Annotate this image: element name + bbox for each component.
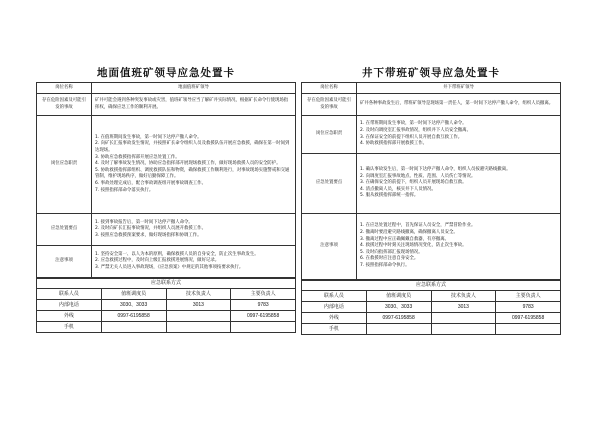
contacts-header: 技术负责人 (431, 291, 496, 302)
contact-cell (431, 313, 496, 324)
notice-label: 注意事项 (37, 246, 92, 278)
contact-cell: 内部电话 (37, 300, 102, 311)
duty-label: 岗位应急职责 (37, 116, 92, 214)
contacts-header: 联系人员 (37, 289, 102, 300)
contact-cell: 内部电话 (302, 302, 367, 313)
contact-cell: 手机 (302, 324, 367, 335)
risk-text: 矿井各种事故发生后，带班矿领导是现场第一责任人，第一时间下达停产撤人命令，组织人员撤离。 (357, 94, 561, 116)
contact-cell: 9783 (496, 302, 561, 313)
notice-list (92, 246, 296, 278)
contact-cell: 0997-6195858 (231, 311, 296, 322)
contact-cell: 0997-6195858 (366, 313, 431, 324)
card-table (36, 82, 296, 278)
contacts-title: 应急联系方式 (37, 279, 296, 289)
card-title: 地面值班矿领导应急处置卡 (97, 67, 235, 79)
position-value: 井下带班矿领导 (357, 83, 561, 94)
table-row (302, 324, 561, 335)
contact-cell (166, 322, 231, 333)
duty-list (357, 116, 561, 154)
notice-label: 注意事项 (302, 214, 357, 280)
duty-item: 6. 事故处理完成后，配合事故调查组开展事故调查工作。 (95, 180, 206, 186)
measure-item: 4. 清点撤离人员，核实井下人员情况。 (360, 186, 436, 192)
duty-item: 7. 按照指挥部命令落实执行。 (95, 187, 154, 193)
contacts-header: 值班调度员 (101, 289, 166, 300)
duty-item: 2. 及时向调度室汇报事故情况，组织井下人员安全撤离。 (360, 127, 471, 133)
notice-list (357, 214, 561, 280)
contacts-title: 应急联系方式 (302, 281, 561, 291)
measure-item: 2. 向调度室汇报事故地点、性质、范围、人员伤亡等情况。 (360, 173, 476, 179)
notice-item: 6. 在救援时应注意自身安全。 (360, 256, 419, 262)
position-value: 地面值班矿领导 (92, 83, 296, 94)
contact-cell: 0997-6195858 (496, 313, 561, 324)
notice-item: 4. 救援过程中时刻关注现场情况变化，防止次生事故。 (360, 243, 467, 249)
duty-item: 3. 在保证安全的前提下组织人员开展自救互救工作。 (360, 134, 463, 140)
contact-cell: 9783 (231, 300, 296, 311)
contact-cell: 手机 (37, 322, 102, 333)
risk-label: 存在危险因素及可能引发的事故 (302, 94, 357, 116)
contacts-header: 主要负责人 (496, 291, 561, 302)
contact-cell (431, 324, 496, 335)
duty-item: 3. 协助应急救援指挥部开展应急处置工作。 (95, 154, 180, 160)
card-table (301, 82, 561, 280)
contact-cell: 外线 (37, 311, 102, 322)
card-title: 井下带班矿领导应急处置卡 (362, 67, 500, 79)
measure-item: 3. 按照应急救援预案要求，做好现场指挥和协调工作。 (95, 232, 202, 238)
contact-cell: 3013 (431, 302, 496, 313)
contact-cell: 3030、3033 (366, 302, 431, 313)
table-row (302, 302, 561, 313)
risk-label: 存在危险因素及可能引发的事故 (37, 94, 92, 116)
position-label: 岗位名称 (37, 83, 92, 94)
notice-item: 5. 及时向指挥部汇报现场情况。 (360, 249, 423, 255)
contacts-header: 技术负责人 (166, 289, 231, 300)
duty-list (92, 116, 296, 214)
measure-item: 3. 在确保安全的前提下，组织人员开展现场自救互救。 (360, 180, 467, 186)
contact-cell: 0997-6195858 (101, 311, 166, 322)
contact-cell: 外线 (302, 313, 367, 324)
duty-item: 5. 协助救援指挥部组织、调度救援队伍和物资，确保救援工作顺利进行，对事故现场实施警戒和交通管制，维护现场秩序，做好后勤保障工作。 (95, 167, 290, 180)
measure-item: 2. 及时向矿长汇报事故情况，并组织人员展开救援工作。 (95, 226, 206, 232)
table-row (302, 313, 561, 324)
measure-item: 1. 确认事故发生后，第一时间下达停产撤人命令，组织人员按避灾路线撤离。 (360, 167, 511, 173)
measure-list (92, 214, 296, 246)
measure-item: 1. 接到事故报告后，第一时间下达停产撤人命令。 (95, 219, 193, 225)
measure-list (357, 154, 561, 214)
table-row (37, 300, 296, 311)
position-label: 岗位名称 (302, 83, 357, 94)
contact-cell (101, 322, 166, 333)
measure-item: 5. 服从救援指挥部统一指挥。 (360, 193, 419, 199)
duty-item: 4. 协助救援指挥部开展救援工作。 (360, 141, 428, 147)
contacts-table (36, 278, 296, 333)
contacts-header: 值班调度员 (366, 291, 431, 302)
duty-item: 1. 在值班期间发生事故，第一时间下达停产撤人命令。 (95, 134, 202, 140)
duty-item: 1. 在带班期间发生事故，第一时间下达停产撤人命令。 (360, 121, 467, 127)
contact-cell (496, 324, 561, 335)
table-row (37, 311, 296, 322)
notice-item: 2. 应急救援过程中，及时向上级汇报救援进展情况，做好记录。 (95, 258, 220, 264)
notice-item: 7. 按照指挥部命令执行。 (360, 262, 410, 268)
notice-item: 3. 严禁无关人员进入事故现场，《应急预案》中规定的其他事项按要求执行。 (95, 264, 244, 270)
notice-item: 2. 撤离时要沿避灾路线撤离，确保撤离人员安全。 (360, 230, 458, 236)
left-card (36, 64, 296, 333)
contact-cell: 3013 (166, 300, 231, 311)
contact-cell (231, 322, 296, 333)
duty-label: 岗位应急职责 (302, 116, 357, 154)
right-card (301, 64, 561, 335)
contact-cell (366, 324, 431, 335)
contacts-table (301, 280, 561, 335)
contacts-header: 联系人员 (302, 291, 367, 302)
notice-item: 1. 在应急处置过程中，首先保证人员安全，严禁冒险作业。 (360, 223, 476, 229)
measure-label: 应急处置要点 (37, 214, 92, 246)
duty-item: 4. 及时了解事故发生情况，协助应急指挥部开展现场救援工作，做好现场救援人员的安全防护。 (95, 161, 281, 167)
duty-item: 2. 向矿长汇报事故发生情况，并按照矿长命令组织人员及救援队伍开展应急救援，确保在第一时间到达现场。 (95, 141, 290, 154)
table-row (37, 322, 296, 333)
contact-cell (166, 311, 231, 322)
risk-text: 矿井可能会遇到各种突发事故或灾害，值班矿领导应当了解矿井实际情况，根据矿长命令行使现场指挥权，确保应急工作的顺利开展。 (92, 94, 296, 116)
notice-item: 1. 坚持安全第一、以人为本的原则，确保救援人员的自身安全，防止次生事故发生。 (95, 251, 259, 257)
measure-label: 应急处置要点 (302, 154, 357, 214)
notice-item: 3. 撤离过程中应正确佩戴自救器，有序撤离。 (360, 236, 450, 242)
contact-cell: 3030、3033 (101, 300, 166, 311)
contacts-header: 主要负责人 (231, 289, 296, 300)
